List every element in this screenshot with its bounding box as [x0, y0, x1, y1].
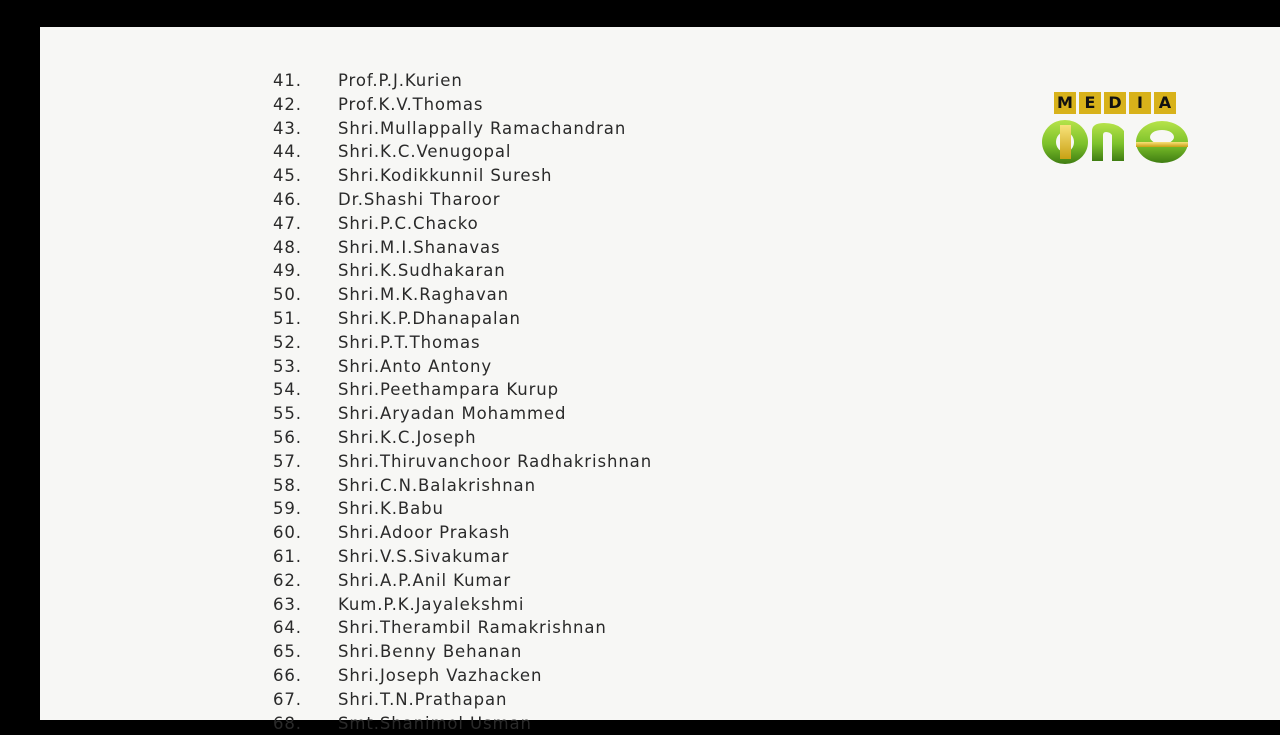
item-number: 52.	[273, 332, 302, 352]
member-name: Shri.M.I.Shanavas	[338, 237, 501, 257]
member-name: Shri.Aryadan Mohammed	[338, 404, 567, 424]
member-name: Prof.K.V.Thomas	[338, 94, 484, 114]
logo-letter: A	[1154, 92, 1176, 114]
member-name: Shri.Peethampara Kurup	[338, 380, 560, 400]
list-item	[273, 93, 652, 117]
list-item	[273, 640, 652, 664]
member-name: Shri.K.C.Venugopal	[338, 142, 512, 162]
list-item	[273, 521, 652, 545]
list-item	[273, 497, 652, 521]
list-item	[273, 283, 652, 307]
member-name: Shri.C.N.Balakrishnan	[338, 475, 536, 495]
mediaone-logo	[1040, 91, 1190, 171]
item-number: 43.	[273, 118, 302, 138]
list-item	[273, 402, 652, 426]
list-item	[273, 545, 652, 569]
member-name: Dr.Shashi Tharoor	[338, 189, 501, 209]
member-name: Shri.K.C.Joseph	[338, 427, 477, 447]
member-name: Prof.P.J.Kurien	[338, 71, 463, 90]
list-item	[273, 569, 652, 593]
member-name: Smt.Shanimol Usman	[338, 713, 532, 733]
item-number: 50.	[273, 285, 302, 305]
list-item	[273, 688, 652, 712]
item-number: 58.	[273, 475, 302, 495]
list-item	[273, 164, 652, 188]
member-name: Shri.Anto Antony	[338, 356, 493, 376]
item-number: 47.	[273, 213, 302, 233]
item-number: 62.	[273, 570, 302, 590]
list-item	[273, 140, 652, 164]
list-item	[273, 616, 652, 640]
list-item	[273, 378, 652, 402]
item-number: 60.	[273, 523, 302, 543]
item-number: 57.	[273, 451, 302, 471]
list-item	[273, 712, 652, 735]
item-number: 44.	[273, 142, 302, 162]
logo-one-wordmark	[1040, 115, 1190, 169]
member-name: Shri.Therambil Ramakrishnan	[338, 618, 607, 638]
item-number: 42.	[273, 94, 302, 114]
item-number: 45.	[273, 166, 302, 186]
list-item	[273, 426, 652, 450]
item-number: 66.	[273, 665, 302, 685]
list-item	[273, 307, 652, 331]
member-list	[273, 69, 652, 735]
item-number: 65.	[273, 642, 302, 662]
list-item	[273, 355, 652, 379]
item-number: 63.	[273, 594, 302, 614]
list-item	[273, 664, 652, 688]
item-number: 67.	[273, 689, 302, 709]
logo-letter: E	[1079, 92, 1101, 114]
item-number: 68.	[273, 713, 302, 733]
member-name: Shri.M.K.Raghavan	[338, 285, 509, 305]
list-item	[273, 117, 652, 141]
member-name: Shri.Joseph Vazhacken	[338, 665, 543, 685]
member-name: Shri.K.Sudhakaran	[338, 261, 506, 281]
item-number: 46.	[273, 189, 302, 209]
item-number: 64.	[273, 618, 302, 638]
item-number: 61.	[273, 546, 302, 566]
item-number: 49.	[273, 261, 302, 281]
list-item	[273, 259, 652, 283]
item-number: 53.	[273, 356, 302, 376]
list-item	[273, 188, 652, 212]
member-name: Kum.P.K.Jayalekshmi	[338, 594, 525, 614]
member-name: Shri.Kodikkunnil Suresh	[338, 166, 553, 186]
logo-letter: D	[1104, 92, 1126, 114]
item-number: 56.	[273, 427, 302, 447]
item-number: 41.	[273, 71, 302, 90]
member-name: Shri.Mullappally Ramachandran	[338, 118, 627, 138]
member-name: Shri.P.T.Thomas	[338, 332, 481, 352]
member-name: Shri.Thiruvanchoor Radhakrishnan	[338, 451, 653, 471]
item-number: 59.	[273, 499, 302, 519]
list-item	[273, 212, 652, 236]
member-name: Shri.K.P.Dhanapalan	[338, 308, 521, 328]
item-number: 48.	[273, 237, 302, 257]
member-name: Shri.A.P.Anil Kumar	[338, 570, 512, 590]
member-name: Shri.K.Babu	[338, 499, 444, 519]
member-name: Shri.Benny Behanan	[338, 642, 523, 662]
member-name: Shri.V.S.Sivakumar	[338, 546, 510, 566]
list-item	[273, 331, 652, 355]
member-name: Shri.Adoor Prakash	[338, 523, 511, 543]
member-name: Shri.P.C.Chacko	[338, 213, 479, 233]
list-item	[273, 474, 652, 498]
list-item	[273, 236, 652, 260]
item-number: 51.	[273, 308, 302, 328]
list-item	[273, 69, 652, 93]
logo-media-letters	[1054, 92, 1176, 114]
logo-letter: M	[1054, 92, 1076, 114]
item-number: 54.	[273, 380, 302, 400]
member-name: Shri.T.N.Prathapan	[338, 689, 508, 709]
list-item	[273, 450, 652, 474]
logo-letter: I	[1129, 92, 1151, 114]
item-number: 55.	[273, 404, 302, 424]
list-item	[273, 593, 652, 617]
